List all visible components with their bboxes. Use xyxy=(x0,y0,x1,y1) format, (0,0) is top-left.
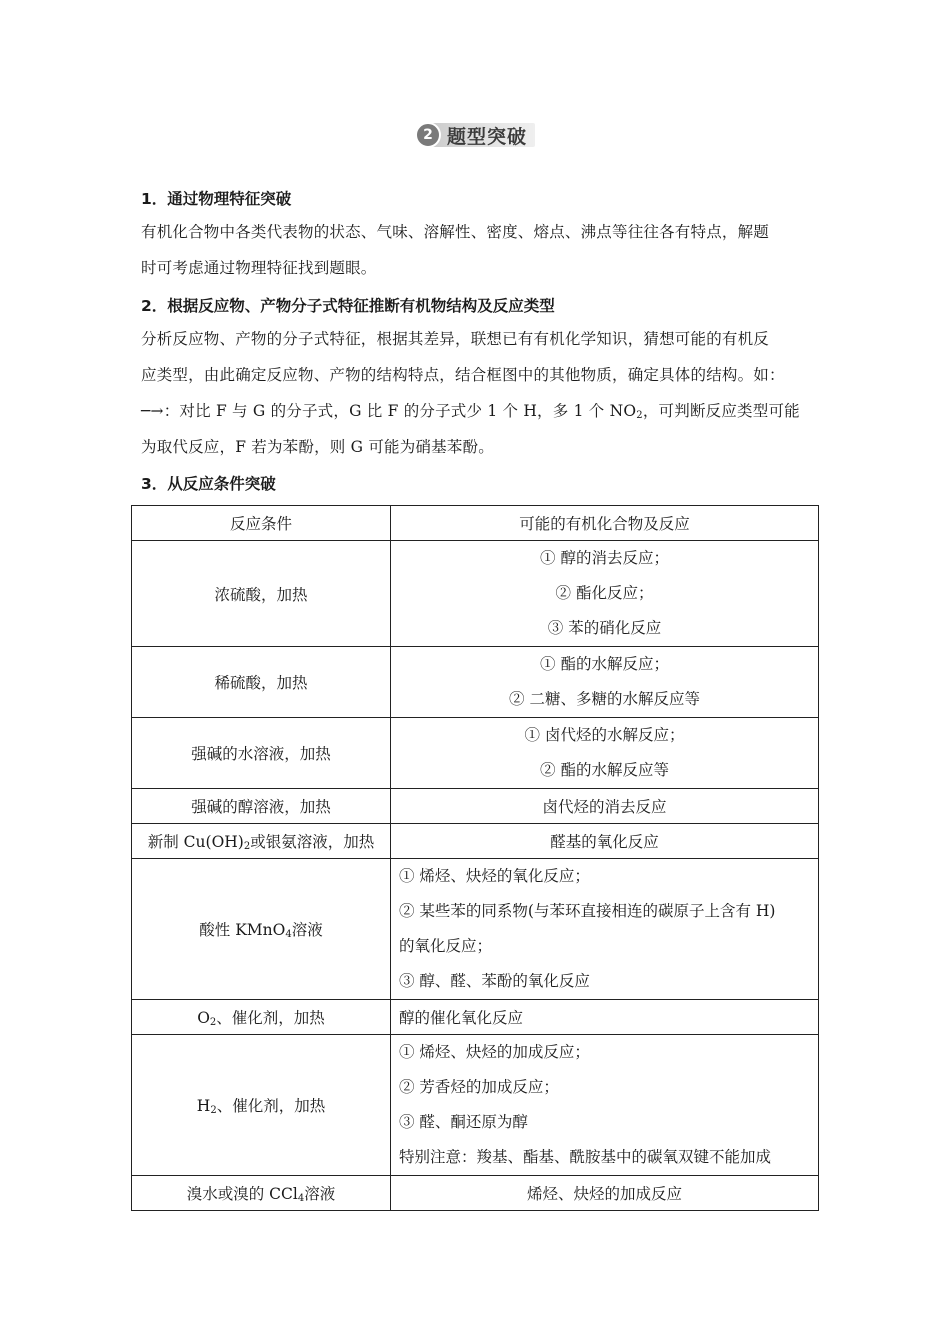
table-row xyxy=(132,1000,819,1035)
table-row xyxy=(132,789,819,824)
reaction-cell: 卤代烃的消去反应 xyxy=(391,789,819,824)
text-line: 有机化合物中各类代表物的状态、气味、溶解性、密度、熔点、沸点等往往各有特点，解题 xyxy=(141,223,770,241)
text-line: ─→：对比 F 与 G 的分子式，G 比 F 的分子式少 1 个 H，多 1 个 $NO_2$，可判断反应类型可能 xyxy=(141,402,800,421)
reaction-conditions-table xyxy=(131,505,819,1211)
section-number: 2 xyxy=(415,122,441,148)
table-header-row xyxy=(132,506,819,541)
header-reactions: 可能的有机化合物及反应 xyxy=(391,506,819,541)
table-row xyxy=(132,1035,819,1176)
condition-cell: 溴水或溴的 CCl$_4$溶液 xyxy=(132,1176,391,1211)
reaction-cell: ① 酯的水解反应； ② 二糖、多糖的水解反应等 xyxy=(391,647,819,718)
section-badge xyxy=(415,121,535,149)
table-row xyxy=(132,824,819,859)
condition-cell: $H_2$、催化剂，加热 xyxy=(132,1035,391,1176)
condition-cell: 浓硫酸，加热 xyxy=(132,541,391,647)
condition-cell: 强碱的醇溶液，加热 xyxy=(132,789,391,824)
reaction-cell: 烯烃、炔烃的加成反应 xyxy=(391,1176,819,1211)
table-row xyxy=(132,647,819,718)
table-row xyxy=(132,541,819,647)
section-title: 题型突破 xyxy=(447,125,528,148)
text-line: 时可考虑通过物理特征找到题眼。 xyxy=(141,259,377,277)
condition-cell: 酸性 KMnO$_4$溶液 xyxy=(132,859,391,1000)
reaction-cell: ① 烯烃、炔烃的加成反应； ② 芳香烃的加成反应； ③ 醛、酮还原为醇 特别注意：羧基、酯基、酰胺基中的碳氧双键不能加成 xyxy=(391,1035,819,1176)
condition-cell: $O_2$、催化剂，加热 xyxy=(132,1000,391,1035)
condition-cell: 强碱的水溶液，加热 xyxy=(132,718,391,789)
reaction-cell: ① 卤代烃的水解反应； ② 酯的水解反应等 xyxy=(391,718,819,789)
reaction-cell: 醛基的氧化反应 xyxy=(391,824,819,859)
table-row xyxy=(132,718,819,789)
table-row xyxy=(132,859,819,1000)
heading-physical-features: 1．通过物理特征突破 xyxy=(141,190,292,208)
heading-reaction-conditions: 3．从反应条件突破 xyxy=(141,475,276,493)
reaction-cell: ① 醇的消去反应； ② 酯化反应； ③ 苯的硝化反应 xyxy=(391,541,819,647)
text-line: 为取代反应，F 若为苯酚，则 G 可能为硝基苯酚。 xyxy=(141,438,494,456)
reaction-arrow-icon: ─→ xyxy=(141,402,164,420)
reaction-cell: 醇的催化氧化反应 xyxy=(391,1000,819,1035)
text-line: 应类型，由此确定反应物、产物的结构特点，结合框图中的其他物质，确定具体的结构。如： xyxy=(141,366,785,384)
heading-molecular-formula: 2．根据反应物、产物分子式特征推断有机物结构及反应类型 xyxy=(141,297,555,315)
paragraph-molecular-formula xyxy=(141,321,819,465)
condition-cell: 稀硫酸，加热 xyxy=(132,647,391,718)
paragraph-physical-features xyxy=(141,214,819,286)
reaction-cell: ① 烯烃、炔烃的氧化反应； ② 某些苯的同系物(与苯环直接相连的碳原子上含有 H) 的氧化反应； ③ 醇、醛、苯酚的氧化反应 xyxy=(391,859,819,1000)
condition-cell: 新制 $Cu(OH)_2$或银氨溶液，加热 xyxy=(132,824,391,859)
header-condition: 反应条件 xyxy=(132,506,391,541)
table-row xyxy=(132,1176,819,1211)
text-line: 分析反应物、产物的分子式特征，根据其差异，联想已有有机化学知识，猜想可能的有机反 xyxy=(141,330,770,348)
